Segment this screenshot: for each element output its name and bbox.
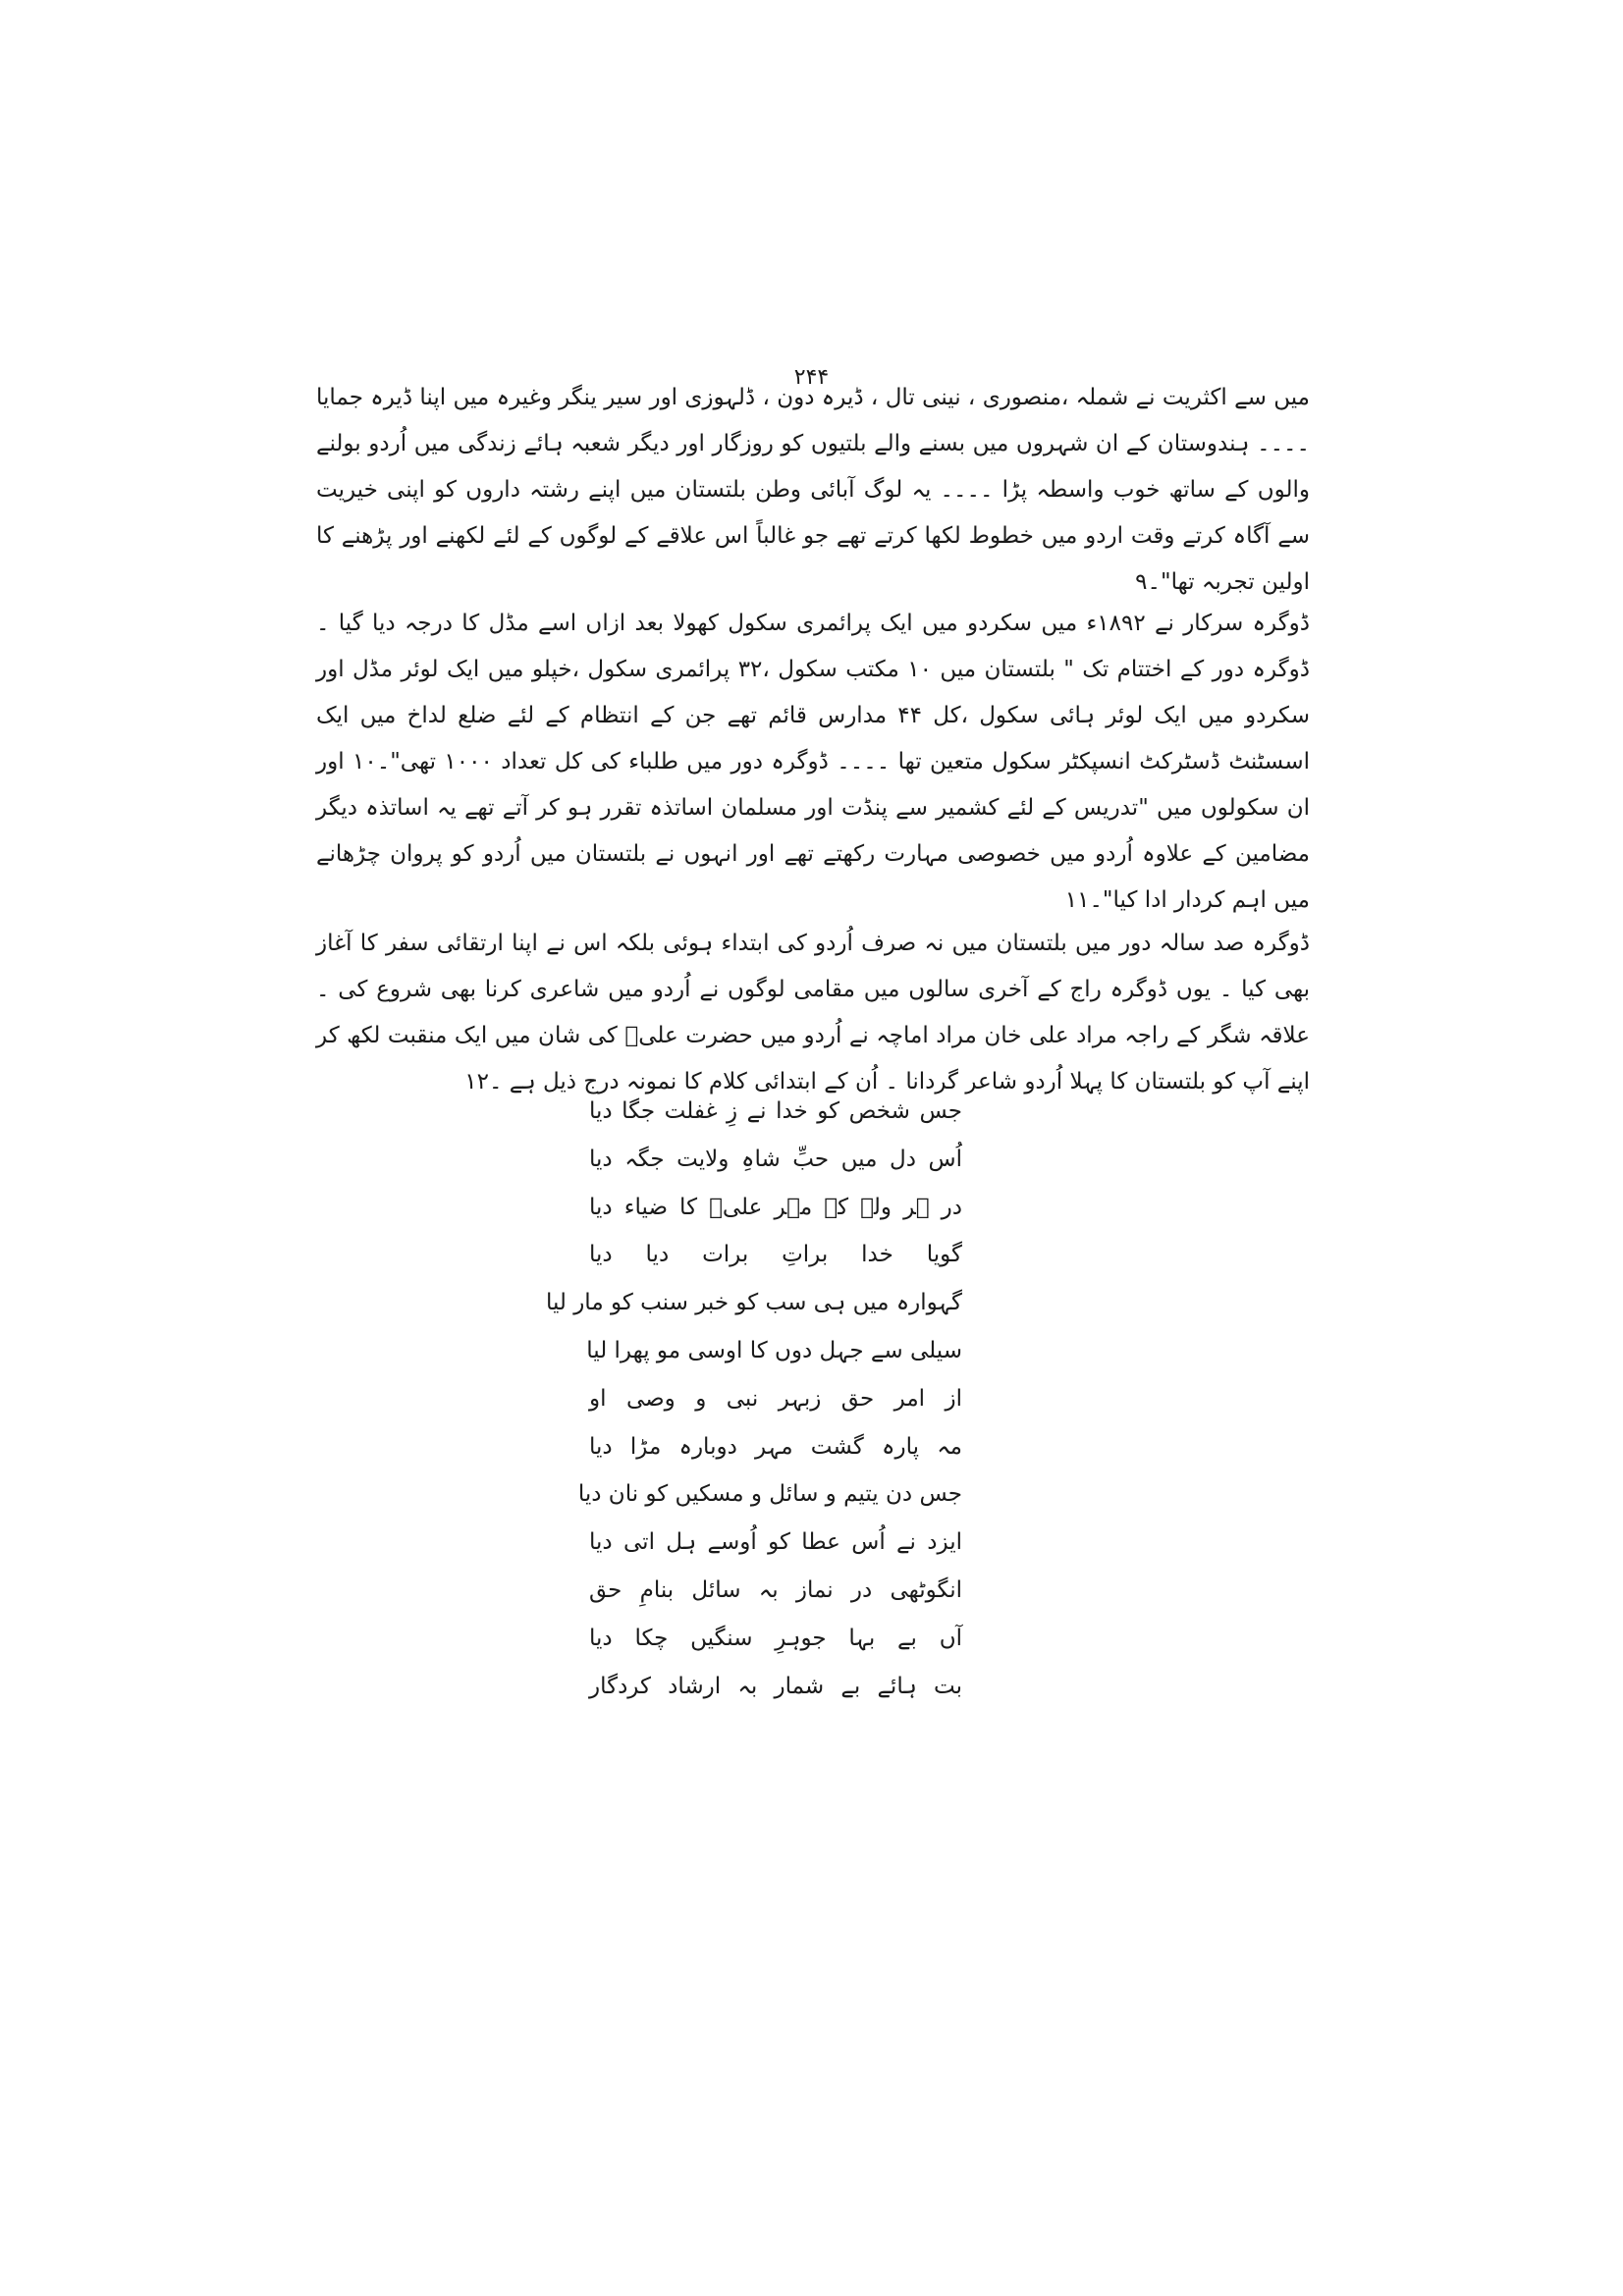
poem-line: مہ پارہ گشت مہر دوبارہ مڑا دیا: [589, 1433, 962, 1460]
poem-line: بت ہائے بے شمار بہ ارشاد کردگار: [589, 1673, 962, 1699]
poem-line: گویا خدا براتِ برات دیا دیا: [589, 1242, 962, 1268]
poem-line: از امر حق زبہر نبی و وصی او: [589, 1385, 962, 1412]
poem-line: سیلی سے جہل دوں کا اوسی مو پھرا لیا: [586, 1337, 962, 1363]
poem-line: جس دن یتیم و سائل و مسکیں کو نان دیا: [577, 1481, 962, 1508]
poem-line: آں بے بہا جوہرِ سنگیں چکا دیا: [589, 1625, 962, 1651]
poem-line: انگوٹھی در نماز بہ سائل بنامِ حق: [589, 1576, 962, 1603]
poem-line: گہوارہ میں ہی سب کو خبر سنب کو مار لیا: [545, 1290, 962, 1316]
paragraph-1: میں سے اکثریت نے شملہ ،منصوری ، نینی تال ، ڈیرہ دون ، ڈلہوزی اور سیر ینگر وغیرہ میں اپنا ڈیرہ جمایا ۔۔۔۔ ہندوستان کے ان شہروں میں بسنے والے بلتیوں کو روزگار اور دیگر شعبہ ہائے زندگی میں اُردو بولنے والوں کے ساتھ خوب واسطہ پڑا ۔۔۔۔ یہ لوگ آبائی وطن بلتستان میں اپنے رشتہ داروں کو اپنی خیریت سے آگاہ کرتے وقت اردو میں خطوط لکھا کرتے تھے جو غالباً اس علاقے کے لوگوں کے لئے لکھنے اور پڑھنے کا اولین تجربہ تھا"۔۹: [316, 385, 1310, 595]
poem-verses: [545, 1088, 962, 1710]
paragraph-2: ڈوگرہ سرکار نے ۱۸۹۲ء میں سکردو میں ایک پرائمری سکول کھولا بعد ازاں اسے مڈل کا درجہ دیا گیا ۔ ڈوگرہ دور کے اختتام تک " بلتستان میں ۱۰ مکتب سکول ،۳۲ پرائمری سکول ،خپلو میں ایک لوئر مڈل اور سکردو میں ایک لوئر ہائی سکول ،کل ۴۴ مدارس قائم تھے جن کے انتظام کے لئے ضلع لداخ میں ایک اسسٹنٹ ڈسٹرکٹ انسپکٹر سکول متعین تھا ۔۔۔۔ ڈوگرہ دور میں طلباء کی کل تعداد ۱۰۰۰ تھی"۔۱۰ اور ان سکولوں میں "تدریس کے لئے کشمیر سے پنڈت اور مسلمان اساتذہ تقرر ہو کر آتے تھے یہ اساتذہ دیگر مضامین کے علاوہ اُردو میں خصوصی مہارت رکھتے تھے اور انہوں نے بلتستان میں اُردو کو پروان چڑھانے میں اہم کردار ادا کیا"۔۱۱: [316, 611, 1311, 913]
page-number: ۲۴۴: [793, 365, 830, 390]
poem-line: جس شخص کو خدا نے زِ غفلت جگا دیا: [589, 1098, 962, 1124]
poem-line: اُس دل میں حبِّ شاہِ ولایت جگہ دیا: [589, 1146, 962, 1172]
poem-line: در ہر ولے کہ مہر علیؑ کا ضیاء دیا: [589, 1194, 962, 1220]
paragraph-3: ڈوگرہ صد سالہ دور میں بلتستان میں نہ صرف اُردو کی ابتداء ہوئی بلکہ اس نے اپنا ارتقائی سفر کا آغاز بھی کیا ۔ یوں ڈوگرہ راج کے آخری سالوں میں مقامی لوگوں نے اُردو میں شاعری کرنا بھی شروع کی ۔ علاقہ شگر کے راجہ مراد علی خان مراد اماچہ نے اُردو میں حضرت علیؑ کی شان میں ایک منقبت لکھ کر اپنے آپ کو بلتستان کا پہلا اُردو شاعر گردانا ۔ اُن کے ابتدائی کلام کا نمونہ درج ذیل ہے ۔۱۲: [316, 931, 1310, 1095]
poem-line: ایزد نے اُس عطا کو اُوسے ہل اتی دیا: [589, 1529, 962, 1556]
